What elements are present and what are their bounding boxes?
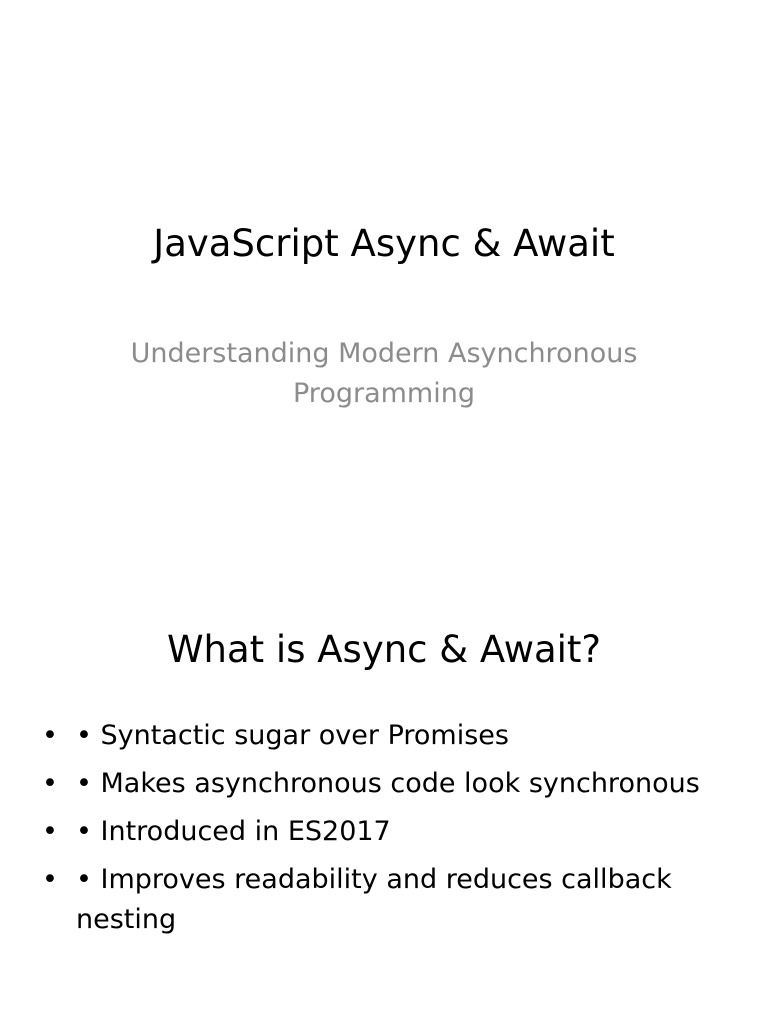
bullet-icon: • (42, 864, 58, 895)
bullet-icon: • (42, 720, 58, 751)
slide-title: JavaScript Async & Await (153, 222, 615, 265)
bullet-text: • Introduced in ES2017 (76, 816, 391, 847)
slide-title: What is Async & Await? (166, 628, 602, 671)
list-item (40, 764, 730, 804)
bullet-list (40, 716, 730, 948)
bullet-icon: • (42, 768, 58, 799)
list-item (40, 716, 730, 756)
list-item (40, 860, 730, 940)
content-slide (0, 576, 768, 1024)
list-item (40, 812, 730, 852)
bullet-icon: • (42, 816, 58, 847)
bullet-text: • Makes asynchronous code look synchronous (76, 768, 700, 799)
bullet-text: • Syntactic sugar over Promises (76, 720, 509, 751)
slide-subtitle: Understanding Modern Asynchronous Programming (130, 338, 638, 409)
bullet-text: • Improves readability and reduces callback nesting (76, 864, 672, 935)
